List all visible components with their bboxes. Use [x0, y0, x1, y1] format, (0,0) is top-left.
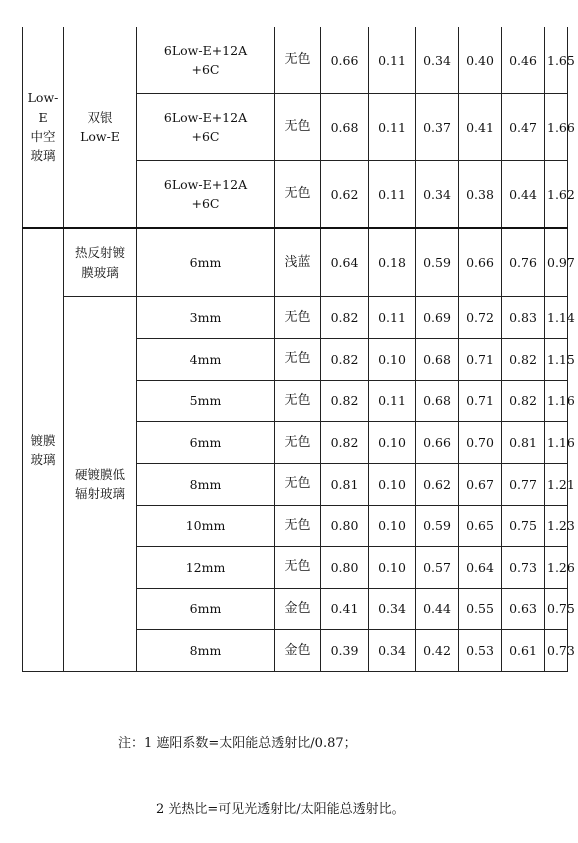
color-cell: 无色	[275, 339, 321, 381]
val-1-cell: 0.82	[321, 380, 369, 422]
table-notes	[118, 689, 405, 843]
color-cell: 无色	[275, 27, 321, 94]
spec-cell: 6mm	[137, 228, 275, 297]
val-6-cell: 1.66	[545, 94, 568, 161]
val-6-cell: 1.14	[545, 297, 568, 339]
val-3-cell: 0.44	[416, 588, 459, 630]
note-line-1: 注：1 遮阳系数=太阳能总透射比/0.87；	[118, 736, 357, 751]
table-row	[23, 27, 568, 94]
val-1-cell: 0.64	[321, 228, 369, 297]
subtype-cell: 热反射镀 膜玻璃	[64, 228, 137, 297]
val-1-cell: 0.39	[321, 630, 369, 672]
val-5-cell: 0.73	[502, 547, 545, 589]
val-4-cell: 0.66	[459, 228, 502, 297]
val-4-cell: 0.71	[459, 380, 502, 422]
val-5-cell: 0.61	[502, 630, 545, 672]
val-2-cell: 0.11	[369, 380, 416, 422]
val-3-cell: 0.37	[416, 94, 459, 161]
val-4-cell: 0.70	[459, 422, 502, 464]
color-cell: 无色	[275, 422, 321, 464]
val-6-cell: 1.16	[545, 380, 568, 422]
color-cell: 无色	[275, 94, 321, 161]
spec-cell: 8mm	[137, 463, 275, 505]
val-5-cell: 0.47	[502, 94, 545, 161]
table-row	[23, 297, 568, 339]
spec-cell: 6Low-E+12A +6C	[137, 27, 275, 94]
val-6-cell: 1.23	[545, 505, 568, 547]
val-6-cell: 1.65	[545, 27, 568, 94]
category-cell: 镀膜 玻璃	[23, 228, 64, 672]
spec-cell: 6mm	[137, 422, 275, 464]
val-6-cell: 1.26	[545, 547, 568, 589]
spec-cell: 12mm	[137, 547, 275, 589]
val-5-cell: 0.46	[502, 27, 545, 94]
val-4-cell: 0.40	[459, 27, 502, 94]
val-4-cell: 0.67	[459, 463, 502, 505]
spec-cell: 8mm	[137, 630, 275, 672]
color-cell: 无色	[275, 297, 321, 339]
spec-cell: 5mm	[137, 380, 275, 422]
spec-cell: 6Low-E+12A +6C	[137, 94, 275, 161]
color-cell: 金色	[275, 588, 321, 630]
val-4-cell: 0.38	[459, 161, 502, 228]
val-4-cell: 0.65	[459, 505, 502, 547]
val-3-cell: 0.34	[416, 27, 459, 94]
val-4-cell: 0.72	[459, 297, 502, 339]
val-1-cell: 0.41	[321, 588, 369, 630]
val-1-cell: 0.80	[321, 547, 369, 589]
spec-cell: 6Low-E+12A +6C	[137, 161, 275, 228]
spec-cell: 10mm	[137, 505, 275, 547]
glass-properties-table	[22, 27, 575, 672]
subtype-cell: 双银 Low-E	[64, 27, 137, 228]
val-5-cell: 0.83	[502, 297, 545, 339]
val-2-cell: 0.34	[369, 630, 416, 672]
val-1-cell: 0.66	[321, 27, 369, 94]
val-2-cell: 0.10	[369, 339, 416, 381]
val-4-cell: 0.41	[459, 94, 502, 161]
val-5-cell: 0.44	[502, 161, 545, 228]
color-cell: 无色	[275, 161, 321, 228]
val-5-cell: 0.82	[502, 380, 545, 422]
table-row	[23, 228, 568, 297]
val-6-cell: 0.97	[545, 228, 568, 297]
val-6-cell: 1.16	[545, 422, 568, 464]
val-3-cell: 0.59	[416, 228, 459, 297]
val-5-cell: 0.82	[502, 339, 545, 381]
val-6-cell: 1.15	[545, 339, 568, 381]
val-2-cell: 0.11	[369, 27, 416, 94]
val-3-cell: 0.68	[416, 339, 459, 381]
val-3-cell: 0.68	[416, 380, 459, 422]
subtype-cell: 硬镀膜低 辐射玻璃	[64, 297, 137, 672]
val-1-cell: 0.80	[321, 505, 369, 547]
val-2-cell: 0.11	[369, 297, 416, 339]
val-5-cell: 0.77	[502, 463, 545, 505]
val-1-cell: 0.68	[321, 94, 369, 161]
val-5-cell: 0.63	[502, 588, 545, 630]
spec-cell: 6mm	[137, 588, 275, 630]
val-1-cell: 0.82	[321, 339, 369, 381]
spec-cell: 3mm	[137, 297, 275, 339]
val-5-cell: 0.81	[502, 422, 545, 464]
color-cell: 金色	[275, 630, 321, 672]
val-1-cell: 0.81	[321, 463, 369, 505]
color-cell: 无色	[275, 505, 321, 547]
color-cell: 无色	[275, 380, 321, 422]
color-cell: 无色	[275, 547, 321, 589]
val-5-cell: 0.76	[502, 228, 545, 297]
color-cell: 无色	[275, 463, 321, 505]
note-line-2: 2 光热比=可见光透射比/太阳能总透射比。	[156, 802, 405, 817]
val-2-cell: 0.18	[369, 228, 416, 297]
val-1-cell: 0.82	[321, 422, 369, 464]
val-6-cell: 0.73	[545, 630, 568, 672]
val-3-cell: 0.62	[416, 463, 459, 505]
val-3-cell: 0.57	[416, 547, 459, 589]
val-6-cell: 0.75	[545, 588, 568, 630]
val-3-cell: 0.66	[416, 422, 459, 464]
val-4-cell: 0.53	[459, 630, 502, 672]
val-2-cell: 0.10	[369, 422, 416, 464]
val-4-cell: 0.71	[459, 339, 502, 381]
val-6-cell: 1.21	[545, 463, 568, 505]
val-2-cell: 0.10	[369, 547, 416, 589]
val-2-cell: 0.34	[369, 588, 416, 630]
color-cell: 浅蓝	[275, 228, 321, 297]
val-3-cell: 0.69	[416, 297, 459, 339]
val-6-cell: 1.62	[545, 161, 568, 228]
val-1-cell: 0.62	[321, 161, 369, 228]
val-4-cell: 0.64	[459, 547, 502, 589]
spec-cell: 4mm	[137, 339, 275, 381]
val-1-cell: 0.82	[321, 297, 369, 339]
val-2-cell: 0.11	[369, 94, 416, 161]
val-3-cell: 0.42	[416, 630, 459, 672]
val-2-cell: 0.10	[369, 463, 416, 505]
val-4-cell: 0.55	[459, 588, 502, 630]
val-3-cell: 0.34	[416, 161, 459, 228]
val-5-cell: 0.75	[502, 505, 545, 547]
val-2-cell: 0.11	[369, 161, 416, 228]
val-3-cell: 0.59	[416, 505, 459, 547]
category-cell: Low-E 中空 玻璃	[23, 27, 64, 228]
val-2-cell: 0.10	[369, 505, 416, 547]
